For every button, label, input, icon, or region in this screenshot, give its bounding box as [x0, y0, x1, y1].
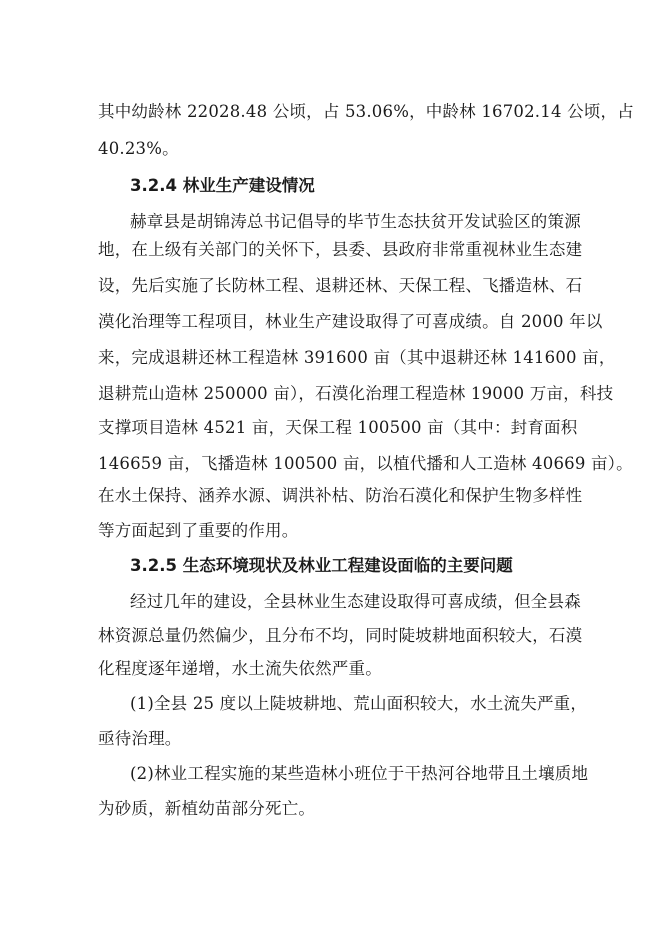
paragraph-line: 赫章县是胡锦涛总书记倡导的毕节生态扶贫开发试验区的策源	[130, 212, 581, 231]
intro-line-1: 其中幼龄林 22028.48 公顷，占 53.06%，中龄林 16702.14 公顷，占	[98, 102, 634, 121]
list-item-1-line: 亟待治理。	[98, 729, 182, 748]
paragraph-line: 地，在上级有关部门的关怀下，县委、县政府非常重视林业生态建	[98, 240, 583, 259]
paragraph-line: 林资源总量仍然偏少，且分布不均，同时陡坡耕地面积较大，石漠	[98, 626, 583, 645]
paragraph-line: 漠化治理等工程项目，林业生产建设取得了可喜成绩。自 2000 年以	[98, 312, 603, 331]
paragraph-line: 146659 亩，飞播造林 100500 亩，以植代播和人工造林 40669 亩）。	[98, 454, 633, 473]
paragraph-line: 支撑项目造林 4521 亩，天保工程 100500 亩（其中：封育面积	[98, 418, 578, 437]
paragraph-line: 在水土保持、涵养水源、调洪补枯、防治石漠化和保护生物多样性	[98, 486, 583, 505]
list-item-1-line: (1)全县 25 度以上陡坡耕地、荒山面积较大，水土流失严重，	[130, 694, 588, 713]
intro-line-2: 40.23%。	[98, 139, 179, 158]
paragraph-line: 来，完成退耕还林工程造林 391600 亩（其中退耕还林 141600 亩，	[98, 348, 616, 367]
paragraph-line: 经过几年的建设，全县林业生态建设取得可喜成绩，但全县森	[130, 592, 581, 611]
section-heading-3-2-4: 3.2.4 林业生产建设情况	[130, 176, 315, 195]
paragraph-line: 等方面起到了重要的作用。	[98, 521, 299, 540]
list-item-2-line: (2)林业工程实施的某些造林小班位于干热河谷地带且土壤质地	[130, 764, 589, 783]
list-item-2-line: 为砂质，新植幼苗部分死亡。	[98, 799, 316, 818]
paragraph-line: 化程度逐年递增，水土流失依然严重。	[98, 659, 382, 678]
paragraph-line: 退耕荒山造林 250000 亩），石漠化治理工程造林 19000 万亩，科技	[98, 384, 614, 403]
section-heading-3-2-5: 3.2.5 生态环境现状及林业工程建设面临的主要问题	[130, 556, 513, 575]
paragraph-line: 设，先后实施了长防林工程、退耕还林、天保工程、飞播造林、石	[98, 276, 583, 295]
